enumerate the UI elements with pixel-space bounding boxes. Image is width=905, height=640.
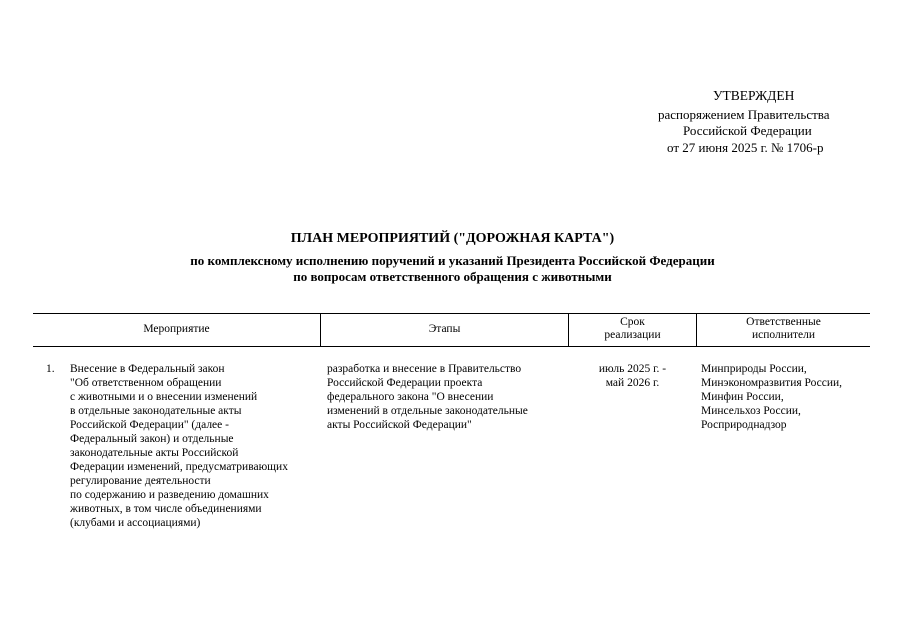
executors-cell: Минприроды России, Минэкономразвития России, Минфин России, Минсельхоз России, Росприроднадзор — [701, 363, 843, 431]
header-deadline: Срок реализации — [604, 316, 661, 341]
header-executors: Ответственные исполнители — [746, 316, 821, 341]
document-title: ПЛАН МЕРОПРИЯТИЙ ("ДОРОЖНАЯ КАРТА") — [290, 231, 615, 246]
stages-cell: разработка и внесение в Правительство Российской Федерации проекта федерального закона "О внесении изменений в отдельные законодательные акты Российской Федерации" — [327, 363, 528, 431]
header-measure: Мероприятие — [143, 323, 210, 335]
deadline-cell: июль 2025 г. - май 2026 г. — [598, 363, 667, 389]
approval-line: распоряжением Правительства — [658, 107, 830, 122]
subtitle-line: по комплексному исполнению поручений и указаний Президента Российской Федерации — [190, 253, 715, 268]
approval-title: УТВЕРЖДЕН — [713, 88, 795, 103]
table-header-border — [33, 346, 870, 347]
document-subtitle — [0, 253, 905, 285]
subtitle-line: по вопросам ответственного обращения с животными — [293, 269, 612, 284]
approval-line: Российской Федерации — [683, 123, 812, 138]
measure-cell: Внесение в Федеральный закон "Об ответственном обращении с животными и о внесении изменений в отдельные законодательные акты Российской Федерации" (далее - Федеральный закон) и отдельные законодательные акты Российской Федерации изменений, предусматривающих регулирование деятельности по содержанию и разведению домашних животных, в том числе объединениями (клубами и ассоциациями) — [70, 363, 288, 529]
header-stages: Этапы — [428, 323, 461, 335]
table-top-border — [33, 313, 870, 314]
approval-date-line: от 27 июня 2025 г. № 1706-р — [667, 140, 824, 155]
row-number: 1. — [46, 363, 55, 375]
